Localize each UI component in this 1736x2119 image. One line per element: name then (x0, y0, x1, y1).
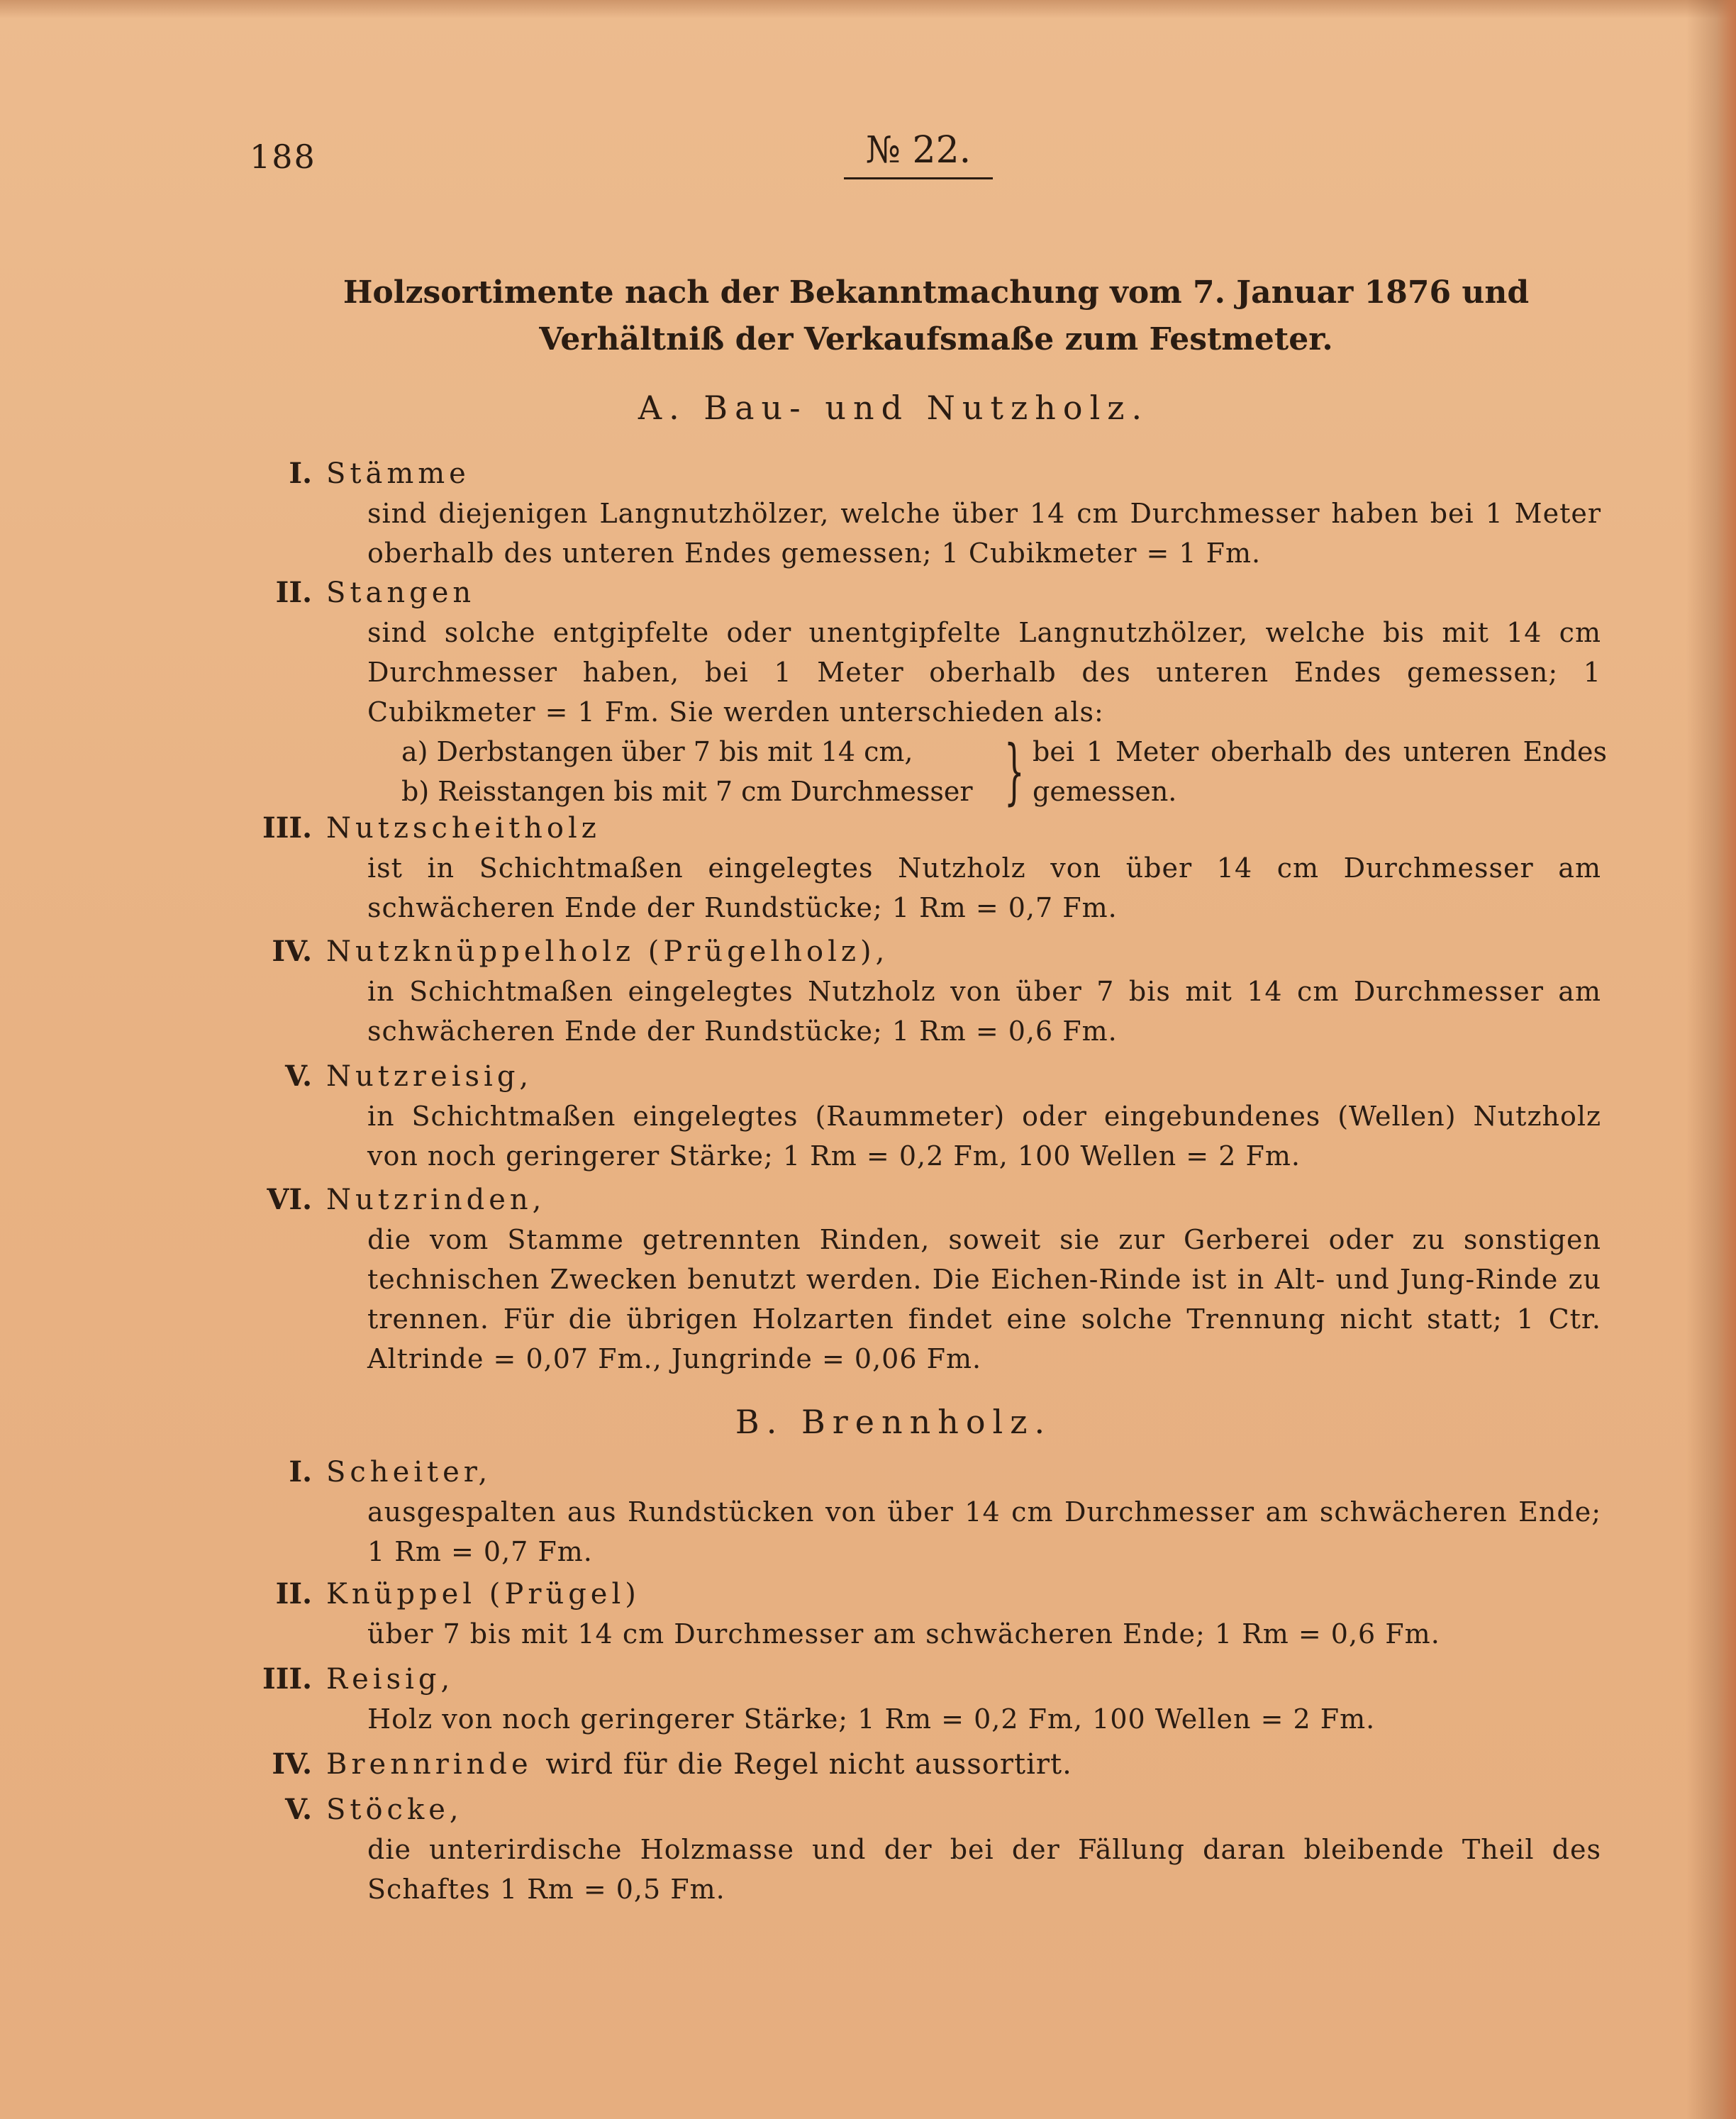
item-body: in Schichtmaßen eingelegtes (Raummeter) oder eingebundenes (Wellen) Nutzholz von noch geringerer Stärke; 1 Rm = 0,2 Fm, 100 Wellen = 2 Fm. (367, 1101, 1601, 1172)
sub-item-b: b) Reisstangen bis mit 7 cm Durchmesser (401, 776, 973, 807)
section-a-item-2 (262, 573, 1610, 811)
item-numeral: II. (275, 1577, 312, 1611)
section-b-item-1 (262, 1452, 1610, 1572)
item-body: ist in Schichtmaßen eingelegtes Nutzholz von über 14 cm Durchmesser am schwächeren Ende der Rundstücke; 1 Rm = 0,7 Fm. (367, 852, 1601, 923)
item-numeral: IV. (272, 1747, 312, 1781)
curly-brace: } (1004, 730, 1025, 813)
item-title: Stangen (326, 577, 476, 609)
section-a-item-5 (262, 1057, 1610, 1176)
item-title: Nutzreisig, (326, 1060, 533, 1093)
section-b-item-5 (262, 1790, 1610, 1909)
item-title: Scheiter, (326, 1456, 492, 1489)
stangen-subdivision (401, 732, 1607, 811)
item-inline-text: wird für die Regel nicht aussortirt. (545, 1748, 1072, 1781)
item-title: Nutzrinden, (326, 1184, 546, 1216)
item-body: die unterirdische Holzmasse und der bei der Fällung daran bleibende Theil des Schaftes 1 Rm = 0,5 Fm. (367, 1834, 1601, 1905)
item-numeral: VI. (267, 1183, 312, 1216)
item-title: Reisig, (326, 1663, 455, 1696)
item-numeral: IV. (272, 935, 312, 968)
page-right-edge (1686, 0, 1736, 2119)
section-a-item-3 (262, 808, 1610, 928)
item-body: sind diejenigen Langnutzhölzer, welche über 14 cm Durchmesser haben bei 1 Meter oberhalb des unteren Endes gemessen; 1 Cubikmeter = 1 Fm. (367, 498, 1601, 569)
item-body: in Schichtmaßen eingelegtes Nutzholz von über 7 bis mit 14 cm Durchmesser am schwächeren Ende der Rundstücke; 1 Rm = 0,6 Fm. (367, 976, 1601, 1047)
item-body: die vom Stamme getrennten Rinden, soweit sie zur Gerberei oder zu sonstigen technischen Zwecken benutzt werden. Die Eichen-Rinde ist in Alt- und Jung-Rinde zu trennen. Für die übrigen Holzarten findet eine solche Trennung nicht statt; 1 Ctr. Altrinde = 0,07 Fm., Jungrinde = 0,06 Fm. (367, 1224, 1601, 1374)
issue-number: № 22. (844, 129, 993, 179)
item-numeral: V. (285, 1793, 312, 1826)
item-numeral: III. (262, 811, 313, 845)
item-title: Brennrinde (326, 1748, 533, 1781)
sub-note: bei 1 Meter oberhalb des unteren Endes gemessen. (1033, 736, 1607, 807)
item-title: Knüppel (Prügel) (326, 1578, 640, 1611)
section-a-item-6 (262, 1180, 1610, 1379)
item-numeral: II. (275, 576, 312, 609)
item-title: Nutzscheitholz (326, 812, 601, 845)
section-b-title: B. Brennholz. (735, 1403, 1052, 1441)
section-a-title: A. Bau- und Nutzholz. (638, 389, 1150, 427)
section-a-item-1 (262, 454, 1610, 573)
section-a-item-4 (262, 932, 1610, 1051)
section-b-item-3 (262, 1659, 1610, 1739)
item-numeral: III. (262, 1662, 313, 1696)
item-body: ausgespalten aus Rundstücken von über 14 cm Durchmesser am schwächeren Ende; 1 Rm = 0,7 Fm. (367, 1496, 1601, 1567)
page-top-edge (0, 0, 1736, 18)
page-number: 188 (250, 138, 316, 176)
item-title: Stämme (326, 457, 470, 490)
item-numeral: I. (289, 457, 312, 490)
section-b-item-2 (262, 1574, 1610, 1654)
section-b-item-4 (262, 1745, 1610, 1784)
item-title: Stöcke, (326, 1793, 463, 1826)
item-body: über 7 bis mit 14 cm Durchmesser am schwächeren Ende; 1 Rm = 0,6 Fm. (367, 1618, 1440, 1650)
sub-item-a: a) Derbstangen über 7 bis mit 14 cm, (401, 736, 913, 767)
document-heading: Holzsortimente nach der Bekanntmachung vom 7. Januar 1876 und Verhältniß der Verkaufsmaße zum Festmeter. (343, 274, 1530, 357)
item-body: sind solche entgipfelte oder unentgipfelte Langnutzhölzer, welche bis mit 14 cm Durchmesser haben, bei 1 Meter oberhalb des unteren Endes gemessen; 1 Cubikmeter = 1 Fm. Sie werden unterschieden als: (367, 617, 1601, 728)
item-title: Nutzknüppelholz (Prügelholz), (326, 935, 889, 968)
item-numeral: I. (289, 1455, 312, 1489)
item-body: Holz von noch geringerer Stärke; 1 Rm = 0,2 Fm, 100 Wellen = 2 Fm. (367, 1703, 1376, 1735)
item-numeral: V. (285, 1060, 312, 1093)
